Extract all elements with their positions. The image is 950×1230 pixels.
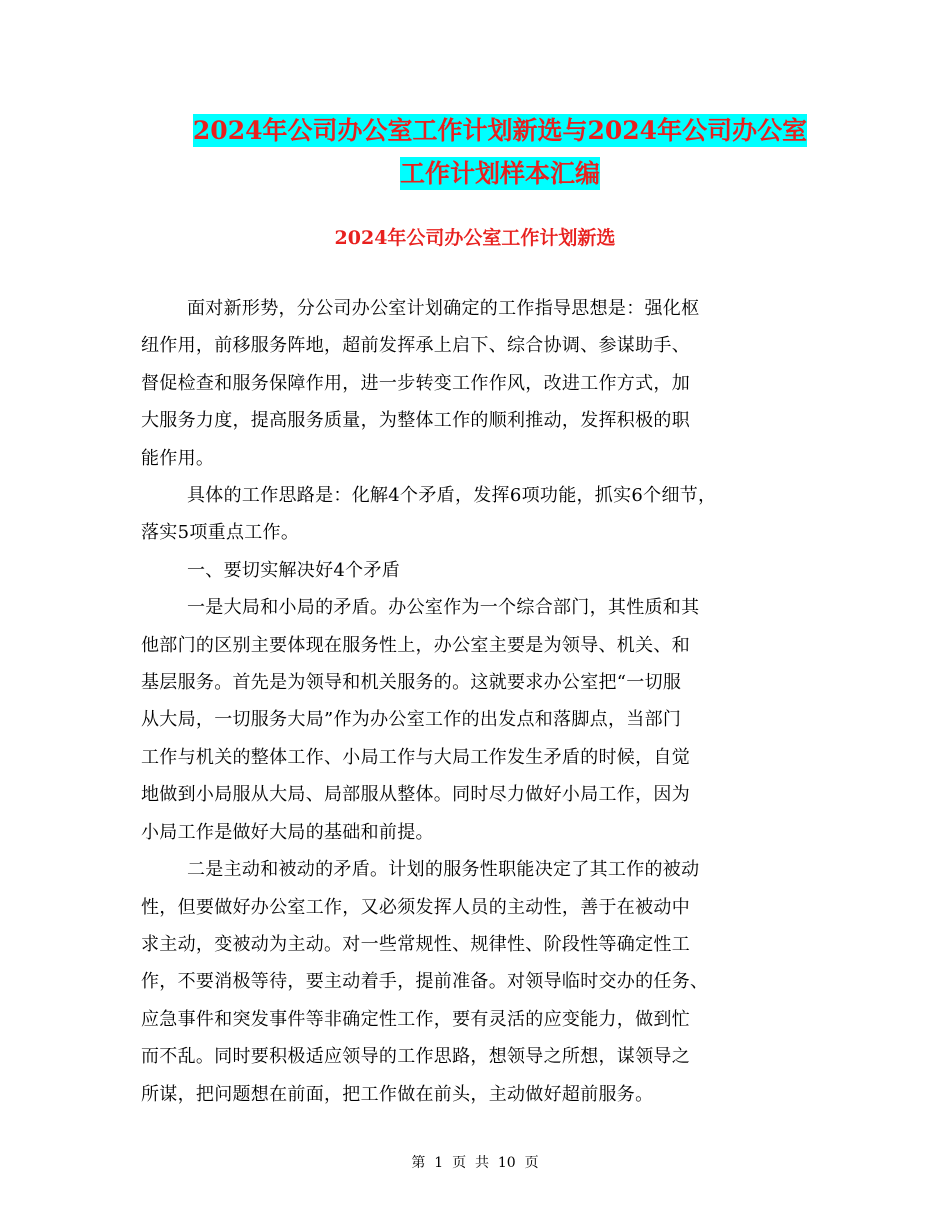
- body-text: [141, 290, 831, 1113]
- text-line: 大服务力度，提高服务质量，为整体工作的顺利推动，发挥积极的职: [141, 410, 690, 432]
- text-line: 所谋，把问题想在前面，把工作做在前头，主动做好超前服务。: [141, 1083, 654, 1105]
- paragraph-work-approach: [141, 477, 831, 552]
- text-line: 纽作用，前移服务阵地，超前发挥承上启下、综合协调、参谋助手、: [141, 335, 690, 357]
- page-footer: 第 1 页 共 10 页: [411, 1155, 539, 1171]
- title-highlight-2: 工作计划样本汇编: [399, 159, 600, 188]
- text-line: 落实5项重点工作。: [141, 522, 300, 544]
- section-title: 2024年公司办公室工作计划新选: [334, 227, 616, 249]
- document-title-line-2: [140, 156, 860, 192]
- title-highlight-1: 2024年公司办公室工作计划新选与2024年公司办公室: [192, 116, 808, 145]
- text-line: 应急事件和突发事件等非确定性工作，要有灵活的应变能力，做到忙: [141, 1008, 690, 1030]
- paragraph-big-small-picture: [141, 589, 831, 851]
- text-line: 具体的工作思路是：化解4个矛盾，发挥6项功能，抓实6个细节，: [187, 485, 717, 507]
- text-line: 求主动，变被动为主动。对一些常规性、规律性、阶段性等确定性工: [141, 933, 690, 955]
- text-line: 作，不要消极等待，要主动着手，提前准备。对领导临时交办的任务、: [141, 971, 709, 993]
- text-line: 能作用。: [141, 447, 215, 469]
- text-line: 而不乱。同时要积极适应领导的工作思路，想领导之所想，谋领导之: [141, 1046, 690, 1068]
- paragraph-active-passive: [141, 851, 831, 1113]
- text-line: 从大局，一切服务大局”作为办公室工作的出发点和落脚点，当部门: [141, 709, 682, 731]
- text-line: 工作与机关的整体工作、小局工作与大局工作发生矛盾的时候，自觉: [141, 746, 690, 768]
- paragraph-guiding-ideology: [141, 290, 831, 477]
- text-line: 基层服务。首先是为领导和机关服务的。这就要求办公室把“一切服: [141, 672, 682, 694]
- text-line: 地做到小局服从大局、局部服从整体。同时尽力做好小局工作，因为: [141, 784, 690, 806]
- text-line: 一、要切实解决好4个矛盾: [187, 559, 401, 581]
- paragraph-heading-contradictions: [141, 552, 831, 589]
- text-line: 他部门的区别主要体现在服务性上，办公室主要是为领导、机关、和: [141, 634, 690, 656]
- text-line: 性，但要做好办公室工作，又必须发挥人员的主动性，善于在被动中: [141, 896, 690, 918]
- text-line: 面对新形势，分公司办公室计划确定的工作指导思想是：强化枢: [187, 298, 700, 319]
- text-line: 二是主动和被动的矛盾。计划的服务性职能决定了其工作的被动: [187, 859, 700, 881]
- text-line: 一是大局和小局的矛盾。办公室作为一个综合部门，其性质和其: [187, 597, 700, 619]
- text-line: 小局工作是做好大局的基础和前提。: [141, 821, 434, 843]
- text-line: 督促检查和服务保障作用，进一步转变工作作风，改进工作方式，加: [141, 372, 690, 394]
- document-title-line-1: [140, 113, 860, 149]
